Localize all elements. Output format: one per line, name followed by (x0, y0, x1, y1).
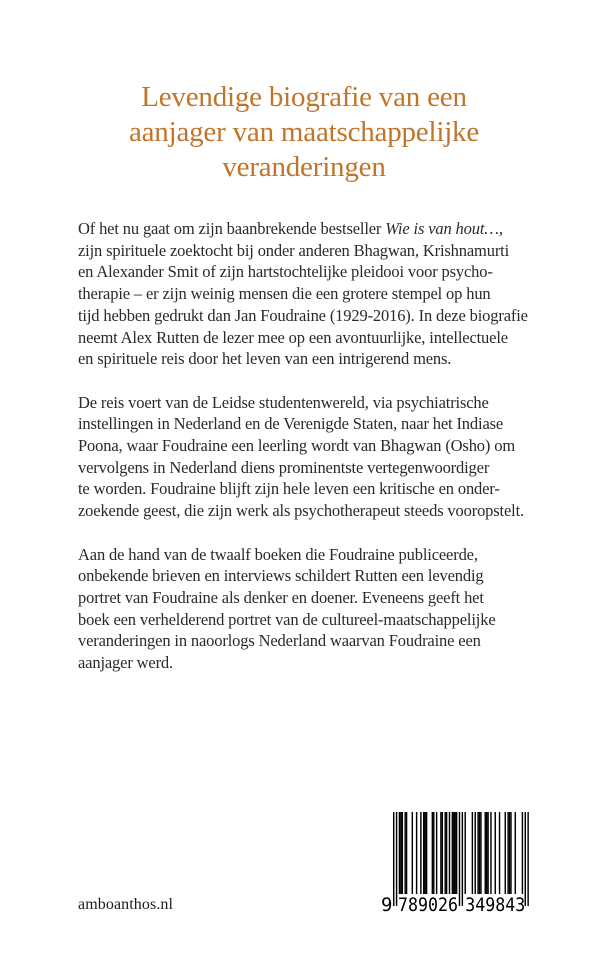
text-line (78, 218, 540, 240)
text-line (78, 392, 540, 414)
text-segment: De reis voert van de Leidse studentenwereld, via psychiatrische (78, 392, 489, 412)
text-line (78, 283, 540, 305)
blurb-text (78, 218, 540, 674)
text-line (78, 348, 540, 370)
text-line (78, 240, 540, 262)
publisher-url: amboanthos.nl (78, 896, 174, 913)
text-segment: vervolgens in Nederland diens prominentste vertegenwoordiger (78, 457, 490, 477)
isbn-barcode (381, 812, 531, 914)
heading-line-1: Levendige biografie van een (141, 81, 467, 113)
text-segment: Of het nu gaat om zijn baanbrekende bestseller (78, 219, 386, 238)
heading-line-3: veranderingen (222, 151, 386, 183)
text-segment: boek een verhelderend portret van de cultureel-maatschappelijke (78, 609, 496, 629)
isbn-digits: 9 (381, 894, 393, 916)
barcode-bars (381, 812, 531, 914)
text-segment: Poona, waar Foudraine een leerling wordt van Bhagwan (Osho) om (78, 436, 515, 456)
blurb-paragraph-2 (78, 392, 540, 522)
text-line (78, 565, 540, 587)
text-line (78, 587, 540, 609)
text-segment: tijd hebben gedrukt dan Jan Foudraine (1929-2016). In deze biografie (78, 305, 528, 325)
text-segment: veranderingen in naoorlogs Nederland waarvan Foudraine een (78, 631, 481, 651)
text-segment: onbekende brieven en interviews schildert Rutten een levendig (78, 566, 484, 586)
isbn-digits: 349843 (465, 894, 526, 916)
text-line (78, 327, 540, 349)
page-title (0, 80, 608, 185)
italic-text-segment: Wie is van hout… (385, 219, 499, 238)
text-segment: zijn spirituele zoektocht bij onder anderen Bhagwan, Krishnamurti (78, 240, 510, 260)
blurb-paragraph-3 (78, 544, 540, 674)
text-segment: zoekende geest, die zijn werk als psychotherapeut steeds vooropstelt. (78, 501, 525, 521)
text-segment: Aan de hand van de twaalf boeken die Foudraine publiceerde, (78, 544, 478, 564)
text-segment: , (498, 219, 503, 238)
text-line (78, 478, 540, 500)
heading-line-2: aanjager van maatschappelijke (128, 116, 480, 148)
text-segment: te worden. Foudraine blijft zijn hele leven een kritische en onder- (78, 479, 500, 499)
text-line (78, 457, 540, 479)
text-segment: en spirituele reis door het leven van een intrigerend mens. (78, 349, 452, 369)
text-line (78, 544, 540, 566)
text-line (78, 652, 540, 674)
text-line (78, 413, 540, 435)
text-line (78, 609, 540, 631)
text-line (78, 630, 540, 652)
text-segment: en Alexander Smit of zijn hartstochtelijke pleidooi voor psycho- (78, 262, 493, 282)
text-segment: aanjager werd. (78, 653, 174, 673)
text-line (78, 261, 540, 283)
text-segment: portret van Foudraine als denker en doener. Eveneens geeft het (78, 587, 484, 607)
blurb-paragraph-1 (78, 218, 540, 370)
text-line (78, 435, 540, 457)
text-segment: therapie – er zijn weinig mensen die een grotere stempel op hun (78, 284, 491, 304)
text-line (78, 305, 540, 327)
isbn-digits: 789026 (398, 894, 458, 916)
text-segment: neemt Alex Rutten de lezer mee op een avontuurlijke, intellectuele (78, 327, 508, 347)
text-segment: instellingen in Nederland en de Verenigde Staten, naar het Indiase (78, 414, 504, 434)
text-line (78, 500, 540, 522)
